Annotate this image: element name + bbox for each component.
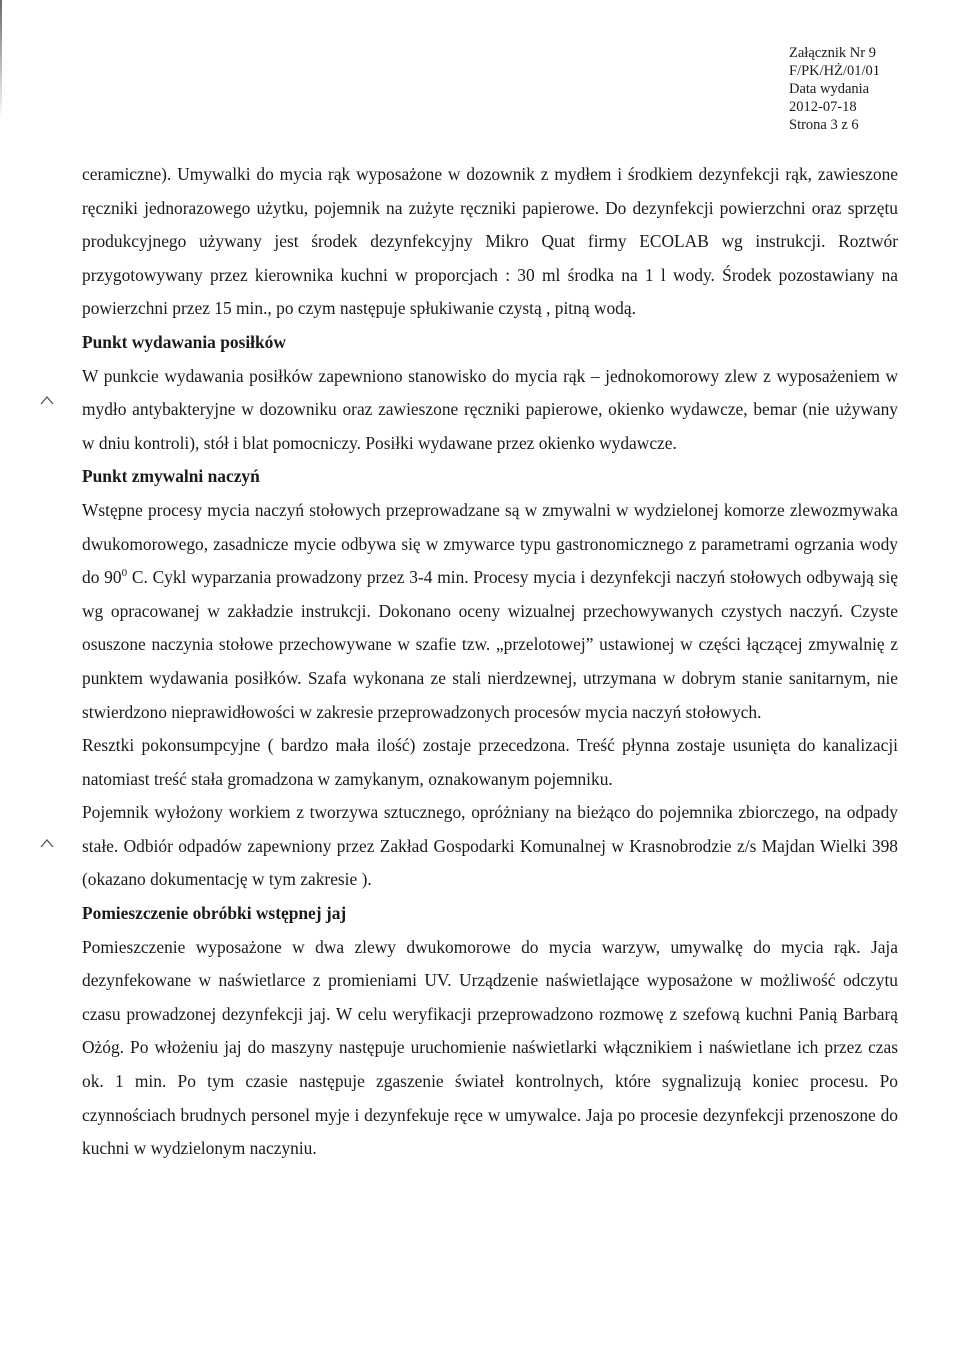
scan-mark-icon bbox=[40, 838, 54, 848]
scan-edge-shadow bbox=[0, 0, 2, 120]
issue-date-label: Data wydania bbox=[789, 81, 870, 97]
egg-room-paragraph: Pomieszczenie wyposażone w dwa zlewy dwukomorowe do mycia warzyw, umywalkę do mycia rąk. Jaja dezynfekowane w naświetlarce z promieniami UV. Urządzenie naświetlające wyposażone w możliwość odczytu czasu prowadzonej dezynfekcji jaj. W celu weryfikacji przeprowadzono rozmowę z szefową kuchni Panią Barbarą Ożóg. Po włożeniu jaj do maszyny następuje uruchomienie naświetlarki włącznikiem i naświetlane ich przez czas ok. 1 min. Po tym czasie następuje zgaszenie świateł kontrolnych, które sygnalizują koniec procesu. Po czynnościach brudnych personel myje i dezynfekuje ręce w umywalce. Jaja po procesie dezynfekcji przenoszone do kuchni w wydzielonym naczyniu. bbox=[82, 936, 898, 1159]
attachment-number: Załącznik Nr 9 bbox=[789, 45, 876, 61]
dishwashing-text-part2: C. Cykl wyparzania prowadzony przez 3-4 min. Procesy mycia i dezynfekcji naczyń stołowych odbywają się wg opracowanej w zakładzie instrukcji. Dokonano oceny wizualnej przechowywanych czystych naczyń. Czyste osuszone naczynia stołowe przechowywane w szafie tzw. „przelotowej” ustawionej w części łączącej zmywalnię z punktem wydawania posiłków. Szafa wykonana ze stali nierdzewnej, utrzymana w dobrym stanie sanitarnym, nie stwierdzono nieprawidłowości w zakresie przeprowadzonych procesów mycia naczyń stołowych. bbox=[82, 567, 898, 722]
document-body bbox=[82, 158, 898, 1166]
serving-point-paragraph: W punkcie wydawania posiłków zapewniono stanowisko do mycia rąk – jednokomorowy zlew z wyposażeniem w mydło antybakteryjne w dozowniku oraz zawieszone ręczniki papierowe, okienko wydawcze, bemar (nie używany w dniu kontroli), stół i blat pomocniczy. Posiłki wydawane przez okienko wydawcze. bbox=[82, 365, 898, 453]
page-number: Strona 3 z 6 bbox=[789, 117, 859, 133]
scan-mark-icon bbox=[40, 395, 54, 405]
section-heading-serving-point: Punkt wydawania posiłków bbox=[82, 331, 286, 352]
dishwashing-text-part1: Wstępne procesy mycia naczyń stołowych przeprowadzane są w zmywalni w wydzielonej komorze zlewozmywaka dwukomorowego, zasadnicze mycie odbywa się w zmywarce typu gastronomicznego z parametrami ogrzania wody do 90 bbox=[82, 499, 898, 588]
document-header bbox=[789, 44, 880, 134]
degree-superscript: 0 bbox=[121, 567, 128, 580]
container-paragraph: Pojemnik wyłożony workiem z tworzywa sztucznego, opróżniany na bieżąco do pojemnika zbiorczego, na odpady stałe. Odbiór odpadów zapewniony przez Zakład Gospodarki Komunalnej w Krasnobrodzie z/s Majdan Wielki 398 (okazano dokumentację w tym zakresie ). bbox=[82, 802, 898, 890]
intro-paragraph: ceramiczne). Umywalki do mycia rąk wyposażone w dozownik z mydłem i środkiem dezynfekcji rąk, zawieszone ręczniki jednorazowego użytku, pojemnik na zużyte ręczniki papierowe. Do dezynfekcji powierzchni oraz sprzętu produkcyjnego używany jest środek dezynfekcyjny Mikro Quat firmy ECOLAB wg instrukcji. Roztwór przygotowywany przez kierownika kuchni w proporcjach : 30 ml środka na 1 l wody. Środek pozostawiany na powierzchni przez 15 min., po czym następuje spłukiwanie czystą , pitną wodą. bbox=[82, 164, 898, 319]
section-heading-egg-room: Pomieszczenie obróbki wstępnej jaj bbox=[82, 903, 347, 924]
dishwashing-paragraph bbox=[82, 494, 898, 729]
document-code: F/PK/HŻ/01/01 bbox=[789, 63, 881, 79]
issue-date: 2012-07-18 bbox=[789, 99, 857, 115]
waste-paragraph: Resztki pokonsumpcyjne ( bardzo mała ilość) zostaje przecedzona. Treść płynna zostaje usunięta do kanalizacji natomiast treść stała gromadzona w zamykanym, oznakowanym pojemniku. bbox=[82, 735, 898, 789]
section-heading-dishwashing: Punkt zmywalni naczyń bbox=[82, 466, 260, 487]
